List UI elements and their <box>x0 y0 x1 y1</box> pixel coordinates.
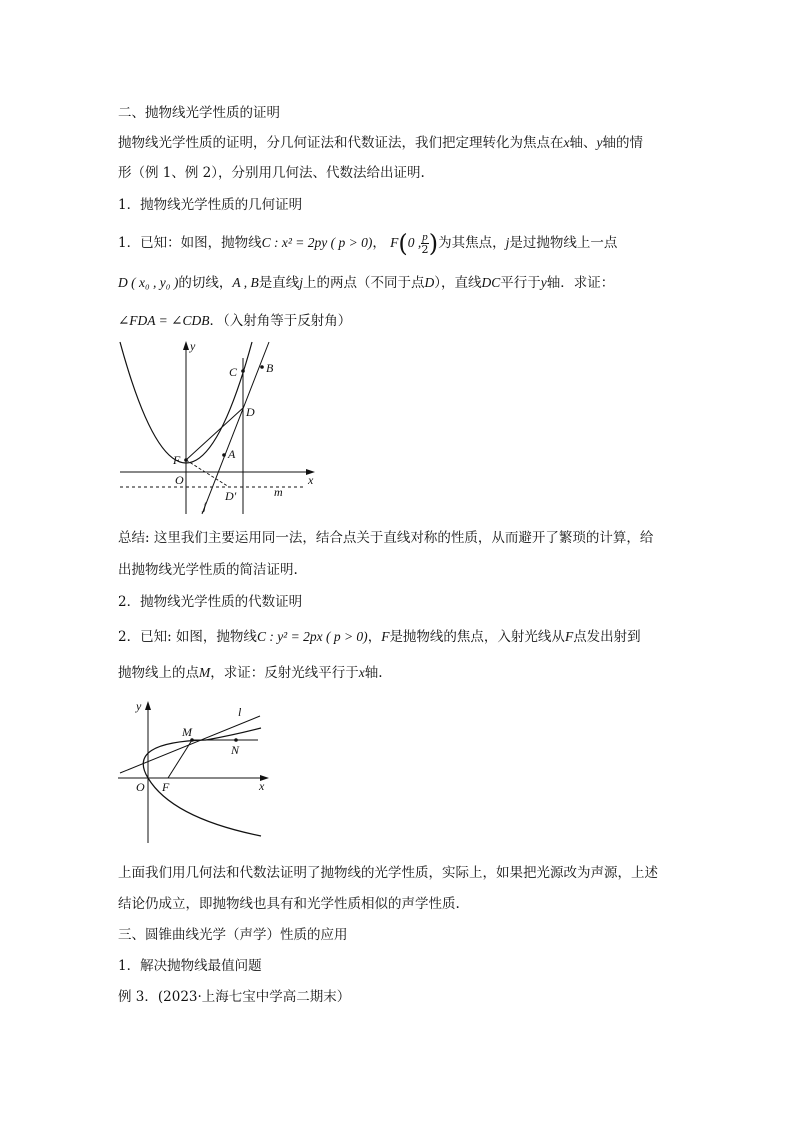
conclusion-line1: 上面我们用几何法和代数法证明了抛物线的光学性质，实际上，如果把光源改为声源，上述 <box>118 865 658 881</box>
fig1-label-y: y <box>190 339 196 353</box>
points-AB: A , B <box>232 275 259 290</box>
parabola-upper-arm <box>206 728 261 740</box>
p2-text5: 平行于 <box>500 275 541 291</box>
figure-1-parabola-diagram <box>116 338 322 518</box>
p2-text-b: 点发出射到 <box>573 629 641 645</box>
comma-2: ， <box>367 629 382 645</box>
fig1-label-C: C <box>229 365 238 379</box>
frac-denominator: 2 <box>421 243 429 256</box>
segment-FDprime <box>186 460 229 487</box>
focus-F: F <box>390 235 399 250</box>
point-D: D ( x₀ , y₀ ) <box>118 275 179 290</box>
intro-mid: 轴、 <box>569 135 597 151</box>
comma: ， <box>372 235 386 251</box>
p-over-2-fraction <box>421 232 429 255</box>
p1-prefix: 1．已知：如图，抛物线 <box>118 235 262 251</box>
fig1-label-j: j <box>203 499 207 513</box>
fig2-label-l: l <box>238 705 242 719</box>
p2-text2: 是直线 <box>258 275 300 291</box>
focus-F-2: F <box>381 629 390 644</box>
section3-sub1: 1．解决抛物线最值问题 <box>118 958 262 974</box>
y-axis-symbol: y <box>596 135 603 150</box>
fig1-label-A: A <box>228 447 236 461</box>
p2-prefix: 2．已知: 如图，抛物线 <box>118 629 257 645</box>
p2-text6: 轴．求证： <box>546 275 615 291</box>
parabola-formula-2: C : y² = 2px ( p > 0) <box>256 629 368 644</box>
problem1-line1 <box>118 229 618 258</box>
section2-intro-line1 <box>118 133 643 153</box>
p2-text-a: 是抛物线的焦点，入射光线从 <box>389 629 565 645</box>
point-F-dot <box>184 458 188 462</box>
fig2-label-x: x <box>259 779 265 793</box>
parabola-curve-2 <box>143 740 261 836</box>
fig2-label-M: M <box>182 725 192 739</box>
fig1-label-F: F <box>173 453 181 467</box>
point-M: M <box>199 665 211 680</box>
fig1-label-D: D <box>246 405 255 419</box>
section2-heading: 二、抛物线光学性质的证明 <box>118 105 280 121</box>
p3-text: ．（入射角等于反射角） <box>209 313 352 329</box>
point-N-dot <box>234 738 238 742</box>
fig1-label-O: O <box>175 473 184 487</box>
intro-text: 抛物线光学性质的证明，分几何证法和代数证法，我们把定理转化为焦点在 <box>118 135 564 151</box>
x-axis-symbol-2: x <box>358 665 365 680</box>
point-D-2: D <box>424 275 435 290</box>
p1-suffix: 为其焦点， <box>438 235 506 251</box>
frac-numerator: p <box>422 231 428 243</box>
p2-text4: ），直线 <box>434 275 482 291</box>
paren-open: ( <box>398 229 408 258</box>
sub2-heading: 2．抛物线光学性质的代数证明 <box>118 594 303 610</box>
y-axis-arrow-icon-2 <box>145 701 151 710</box>
point-A-dot <box>222 453 226 457</box>
sub1-heading: 1．抛物线光学性质的几何证明 <box>118 197 303 213</box>
fig2-label-F: F <box>162 780 170 794</box>
problem1-line2 <box>118 273 614 293</box>
line-j: j <box>505 235 510 250</box>
conclusion-line2: 结论仍成立，即抛物线也具有和光学性质相似的声学性质. <box>118 896 460 912</box>
p2-line2-text1: 抛物线上的点 <box>118 665 199 681</box>
fig1-label-Dprime: D′ <box>225 489 237 503</box>
line-DC: DC <box>481 275 501 290</box>
y-axis-symbol-2: y <box>540 275 547 290</box>
fig2-label-N: N <box>231 743 240 757</box>
y-axis-arrow-icon <box>183 341 189 350</box>
summary-line2: 出抛物线光学性质的简洁证明. <box>118 562 298 578</box>
example3-title: 例 3．(2023·上海七宝中学高二期末） <box>118 989 351 1005</box>
p1-suffix2: 是过抛物线上一点 <box>509 235 618 251</box>
problem2-line1 <box>118 627 641 647</box>
fig1-label-x: x <box>308 473 314 487</box>
intro-end: 轴的情 <box>602 135 643 151</box>
focus-F-3: F <box>564 629 574 644</box>
p2-line2-text2: ，求证：反射光线平行于 <box>210 665 359 681</box>
figure-2-parabola-diagram <box>116 698 271 846</box>
summary-line1: 总结: 这里我们主要运用同一法，结合点关于直线对称的性质，从而避开了繁琐的计算，给 <box>118 530 654 546</box>
p2-text3: 上的两点（不同于点 <box>303 275 425 291</box>
fig2-label-O: O <box>136 780 145 794</box>
section2-intro-line2: 形（例 1、例 2），分别用几何法、代数法给出证明. <box>118 165 425 181</box>
problem1-line3 <box>118 311 351 331</box>
section3-heading: 三、圆锥曲线光学（声学）性质的应用 <box>118 927 348 943</box>
fig1-label-m: m <box>274 485 283 499</box>
x-axis-symbol: x <box>563 135 570 150</box>
line-j-2: j <box>299 275 304 290</box>
parabola-formula-1: C : x² = 2py ( p > 0) <box>261 235 373 250</box>
problem2-line2 <box>118 663 383 683</box>
incident-ray-FM <box>168 740 192 778</box>
p2-text1: 的切线， <box>178 275 233 291</box>
fig1-label-B: B <box>266 361 274 375</box>
point-C-dot <box>241 369 245 373</box>
fig2-label-y: y <box>136 699 142 713</box>
p2-line2-text3: 轴. <box>364 665 383 681</box>
point-B-dot <box>260 365 264 369</box>
paren-close: ) <box>428 229 439 258</box>
angle-equation: ∠FDA = ∠CDB <box>118 313 210 328</box>
focus-coord-x: 0 , <box>407 235 422 250</box>
